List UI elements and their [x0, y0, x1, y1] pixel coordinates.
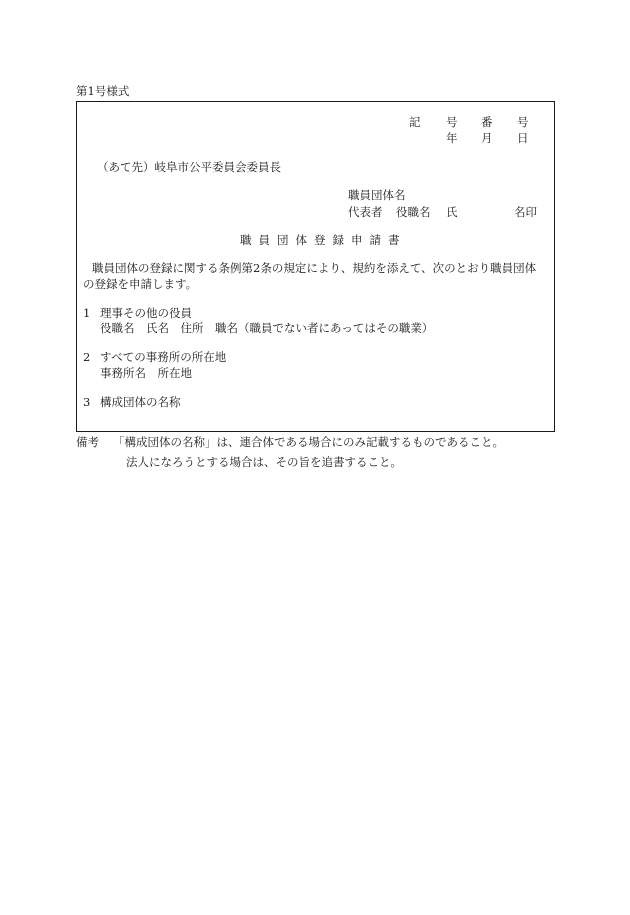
document-title: 職員団体登録申請書 [240, 233, 407, 247]
seal-label: 名印 [514, 205, 537, 219]
date-year-label: 年 [446, 131, 458, 145]
name-label: 氏 [446, 205, 458, 219]
body-text-line-1: 職員団体の登録に関する条例第2条の規定により、規約を添えて、次のとおり職員団体 [92, 261, 537, 275]
organization-name-label: 職員団体名 [348, 188, 406, 202]
representative-label: 代表者 [348, 205, 383, 219]
record-number-label: 番 [481, 115, 493, 129]
remarks-label: 備考 [76, 435, 99, 449]
item-1-heading: 理事その他の役員 [100, 306, 192, 320]
date-day-label: 日 [517, 131, 529, 145]
position-title-label: 役職名 [396, 205, 431, 219]
item-2-detail: 事務所名 所在地 [100, 366, 192, 380]
remarks-line-2: 法人になろうとする場合は、その旨を追書すること。 [126, 455, 402, 469]
record-number-suffix: 号 [517, 115, 529, 129]
item-3-number: 3 [83, 395, 91, 409]
item-3-heading: 構成団体の名称 [100, 395, 181, 409]
record-issue-label: 号 [446, 115, 458, 129]
record-label: 記 [409, 115, 421, 129]
item-2-number: 2 [83, 350, 91, 364]
item-1-number: 1 [83, 306, 91, 320]
date-month-label: 月 [481, 131, 493, 145]
item-1-detail: 役職名 氏名 住所 職名（職員でない者にあってはその職業） [100, 321, 434, 335]
remarks-line-1: 「構成団体の名称」は、連合体である場合にのみ記載するものであること。 [113, 435, 504, 449]
addressee: （あて先）岐阜市公平委員会委員長 [97, 160, 281, 174]
item-2-heading: すべての事務所の所在地 [100, 350, 227, 364]
body-text-line-2: の登録を申請します。 [83, 277, 198, 291]
form-number: 第1号様式 [76, 84, 130, 98]
